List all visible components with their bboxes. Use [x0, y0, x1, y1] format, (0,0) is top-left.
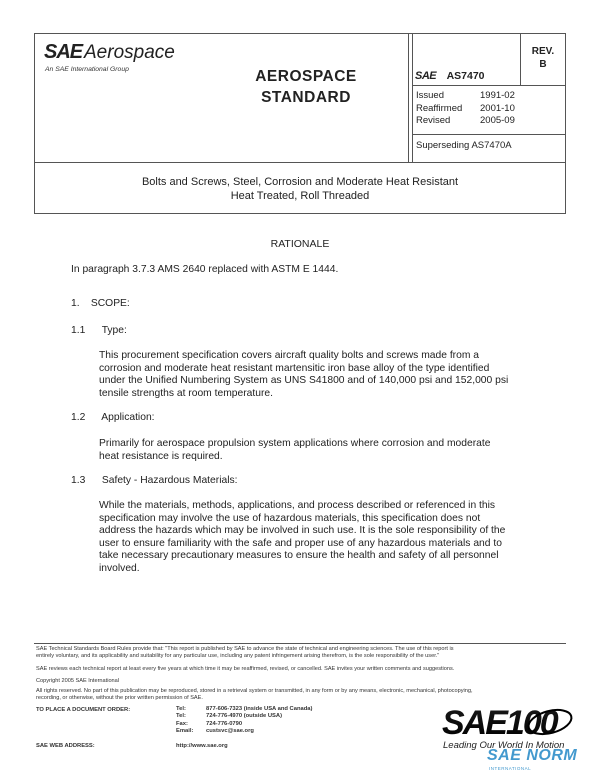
order-label: TO PLACE A DOCUMENT ORDER: [36, 707, 131, 713]
dates-table [416, 90, 515, 128]
contact-value[interactable]: 724-776-4970 (outside USA) [206, 713, 283, 720]
date-row [416, 115, 515, 128]
contact-value[interactable]: custsvc@sae.org [206, 728, 254, 735]
footer-line: SAE Technical Standards Board Rules provide that: "This report is published by SAE to advance the state of technical and engineering sciences. The use of this report is [36, 646, 454, 652]
contact-row [176, 728, 312, 735]
footer-line: entirely voluntary, and its applicability and suitability for any particular use, including any patent infringement arising therefrom, is the sole responsibility of the user." [36, 653, 440, 660]
footer-rights [36, 688, 473, 702]
contact-row [176, 721, 312, 728]
footer-line: All rights reserved. No part of this publication may be reproduced, stored in a retrieval system or transmitted, in any form or by any means, electronic, mechanical, photocopying, [36, 688, 473, 694]
web-label: SAE WEB ADDRESS: [36, 743, 95, 749]
sae-norm-watermark [487, 747, 600, 775]
section-safety-body [99, 500, 569, 576]
paragraph-line: Primarily for aerospace propulsion system applications where corrosion and moderate [99, 438, 491, 449]
footer-top-rule [34, 643, 566, 644]
document-title [34, 176, 566, 203]
date-label: Reaffirmed [416, 102, 463, 114]
section-title: Type: [101, 325, 127, 336]
watermark-text: SAE NORM [487, 747, 578, 764]
section-application-body [99, 438, 569, 463]
date-row [416, 103, 515, 116]
contact-value[interactable]: 877-606-7323 (inside USA and Canada) [206, 706, 313, 712]
footer-copyright: Copyright 2005 SAE International [36, 678, 120, 684]
title-line-1: Bolts and Screws, Steel, Corrosion and Moderate Heat Resistant [141, 176, 459, 188]
section-scope [71, 298, 130, 311]
header-right-rule [565, 33, 566, 163]
rev-block [522, 45, 564, 71]
sae100-logo-letters: SAE100 [442, 704, 557, 740]
standard-line-2: STANDARD [261, 89, 351, 106]
paragraph-line: corrosion and moderate heat resistant martensitic iron base alloy of the type identified [99, 362, 490, 374]
paragraph-line: specification may involve the use of hazardous materials, this specification does not [99, 512, 481, 524]
paragraph-line: take necessary precautionary measures to ensure the health and safety of all personnel [99, 550, 499, 562]
rev-value: B [539, 59, 547, 70]
leading-tagline: Leading Our World In Motion [443, 740, 565, 751]
header-divider-1 [408, 33, 409, 163]
title-bottom-rule [34, 213, 566, 214]
contact-value[interactable]: 724-776-0790 [206, 720, 243, 727]
section-number: 1.2 [71, 412, 86, 423]
section-title: Application: [101, 412, 155, 423]
section-type-heading [71, 325, 127, 338]
sae100-logo-mark [432, 700, 582, 740]
logo-tagline: An SAE International Group [45, 66, 129, 73]
contact-row [176, 713, 312, 720]
logo-aerospace-text: Aerospace [84, 42, 175, 63]
footer-review: SAE reviews each technical report at least every five years at which time it may be reaffirmed, revised, or cancelled. SAE invites your written comments and suggestions. [36, 666, 455, 672]
contact-label: Email: [176, 728, 194, 735]
sae100-logo [432, 700, 582, 740]
contact-label: Tel: [176, 713, 186, 720]
section-number: 1.1 [71, 325, 86, 336]
paragraph-line: address the hazards which may be involved in such use. It is the sole responsibility of the [99, 525, 506, 537]
date-row [416, 90, 515, 103]
doc-number: AS7470 [446, 70, 485, 82]
title-line-2: Heat Treated, Roll Threaded [230, 189, 370, 202]
header-divider-rev [520, 33, 521, 85]
rev-label: REV. [531, 46, 555, 57]
date-value: 1991-02 [480, 90, 515, 101]
contact-label: Tel: [176, 706, 186, 712]
header-bottom-rule [34, 162, 566, 163]
footer-line: recording, or otherwise, without the prior written permission of SAE. [36, 695, 203, 702]
superseding: Superseding AS7470A [416, 140, 512, 151]
header-left-rule [34, 33, 35, 163]
standard-title [236, 66, 376, 108]
date-value: 2001-10 [480, 102, 515, 114]
paragraph-line: tensile strengths at room temperature. [99, 387, 273, 399]
header-top-rule [34, 33, 565, 34]
section-type-body [99, 350, 569, 400]
rationale-text: In paragraph 3.7.3 AMS 2640 replaced with ASTM E 1444. [71, 264, 339, 275]
footer-rules [36, 646, 581, 660]
header-divider-2 [412, 33, 413, 163]
header-dates-bottom [412, 134, 565, 135]
header-rev-bottom [412, 85, 565, 86]
contact-table [176, 706, 312, 736]
logo-sae-text: SAE [44, 41, 83, 63]
paragraph-line: involved. [99, 562, 140, 574]
section-title: Safety - Hazardous Materials: [101, 475, 238, 486]
section-number: 1. [71, 298, 80, 309]
date-value: 2005-09 [480, 115, 515, 126]
watermark-subtext: INTERNATIONAL [489, 766, 532, 771]
sae-aerospace-logo [44, 41, 219, 81]
section-application-heading [71, 412, 155, 425]
paragraph-line: This procurement specification covers aircraft quality bolts and screws made from a [99, 350, 479, 361]
doc-sae-logo: SAE [415, 70, 437, 82]
paragraph-line: While the materials, methods, applications, and process described or referenced in this [99, 500, 496, 511]
section-safety-heading [71, 475, 238, 488]
date-label: Revised [416, 115, 451, 126]
web-address-link[interactable]: http://www.sae.org [176, 743, 228, 749]
paragraph-line: user to ensure familiarity with the safe and proper use of any hazardous materials and to [99, 537, 502, 549]
paragraph-line: under the Unified Numbering System as UNS S41800 and of 140,000 psi and 152,000 psi [99, 375, 509, 387]
contact-label: Fax: [176, 720, 188, 727]
contact-row [176, 706, 312, 713]
rationale-heading: RATIONALE [270, 238, 330, 250]
doc-number-block [415, 66, 515, 84]
paragraph-line: heat resistance is required. [99, 450, 223, 462]
standard-line-1: AEROSPACE [255, 68, 357, 85]
date-label: Issued [416, 90, 444, 101]
section-number: 1.3 [71, 475, 86, 486]
section-title: SCOPE: [90, 298, 130, 309]
